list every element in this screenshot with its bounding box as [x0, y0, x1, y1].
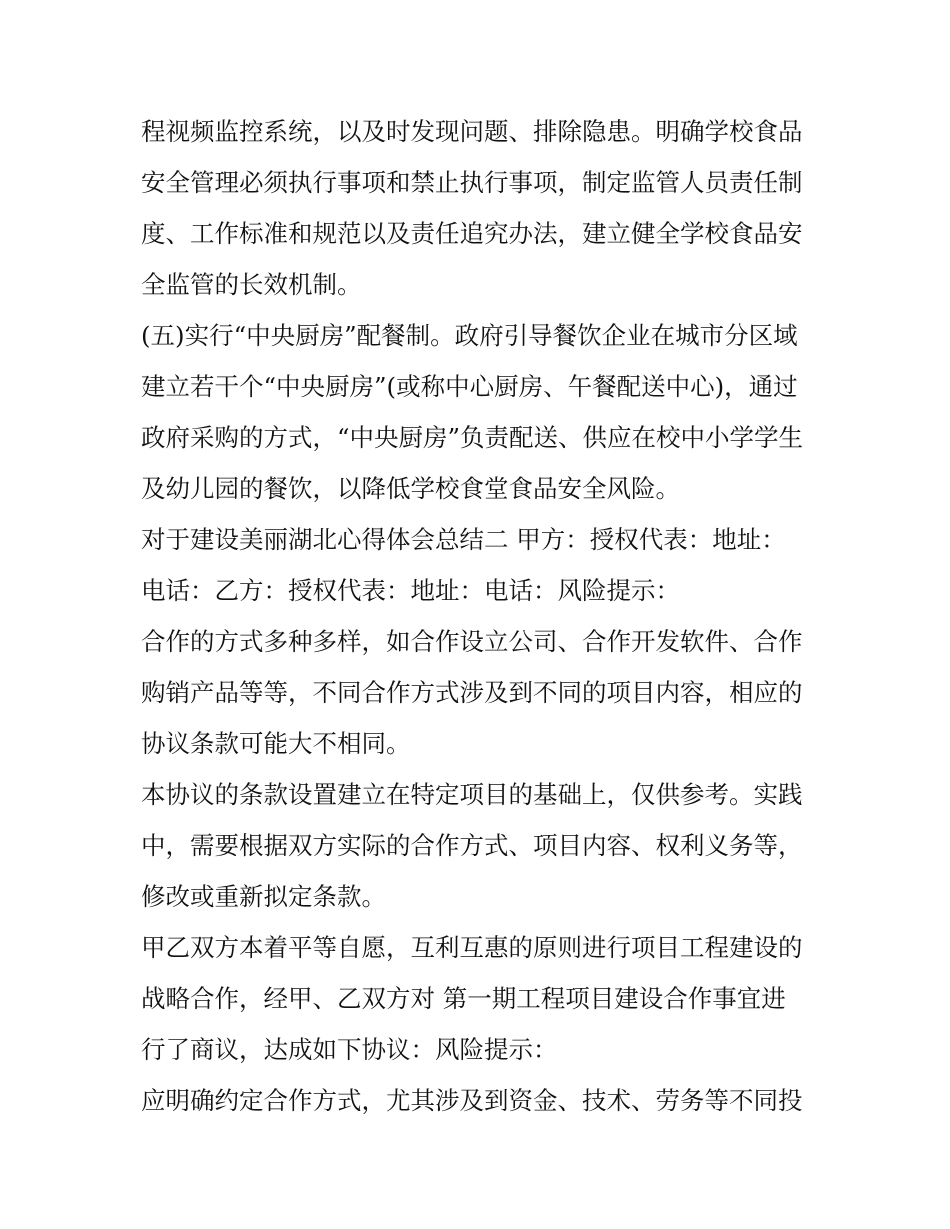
text-line: 度、工作标准和规范以及责任追究办法，建立健全学校食品安	[141, 219, 803, 248]
text-line: 中，需要根据双方实际的合作方式、项目内容、权利义务等，	[141, 831, 803, 860]
text-line: 安全管理必须执行事项和禁止执行事项，制定监管人员责任制	[141, 168, 803, 197]
text-line: 合作的方式多种多样，如合作设立公司、合作开发软件、合作	[141, 627, 803, 656]
text-line: 甲乙双方本着平等自愿，互利互惠的原则进行项目工程建设的	[141, 933, 803, 962]
text-line: 协议条款可能大不相同。	[141, 729, 411, 758]
text-line: 对于建设美丽湖北心得体会总结二 甲方：授权代表：地址：	[141, 525, 786, 554]
text-line: 程视频监控系统，以及时发现问题、排除隐患。明确学校食品	[141, 117, 803, 146]
text-line: 全监管的长效机制。	[141, 270, 362, 299]
text-line: 行了商议，达成如下协议：风险提示：	[141, 1035, 558, 1064]
text-line: 修改或重新拟定条款。	[141, 882, 386, 911]
text-line: 本协议的条款设置建立在特定项目的基础上，仅供参考。实践	[141, 780, 803, 809]
document-body	[141, 106, 821, 1126]
text-line: 电话：乙方：授权代表：地址：电话：风险提示：	[141, 576, 680, 605]
text-line: 建立若干个“中央厨房”(或称中心厨房、午餐配送中心)，通过	[141, 372, 798, 401]
text-line: 政府采购的方式，“中央厨房”负责配送、供应在校中小学学生	[141, 423, 804, 452]
text-line: (五)实行“中央厨房”配餐制。政府引导餐饮企业在城市分区域	[141, 321, 798, 350]
text-line: 应明确约定合作方式，尤其涉及到资金、技术、劳务等不同投	[141, 1086, 803, 1115]
text-line: 战略合作，经甲、乙双方对 第一期工程项目建设合作事宜进	[141, 984, 786, 1013]
text-line: 及幼儿园的餐饮，以降低学校食堂食品安全风险。	[141, 474, 680, 503]
text-line: 购销产品等等，不同合作方式涉及到不同的项目内容，相应的	[141, 678, 803, 707]
